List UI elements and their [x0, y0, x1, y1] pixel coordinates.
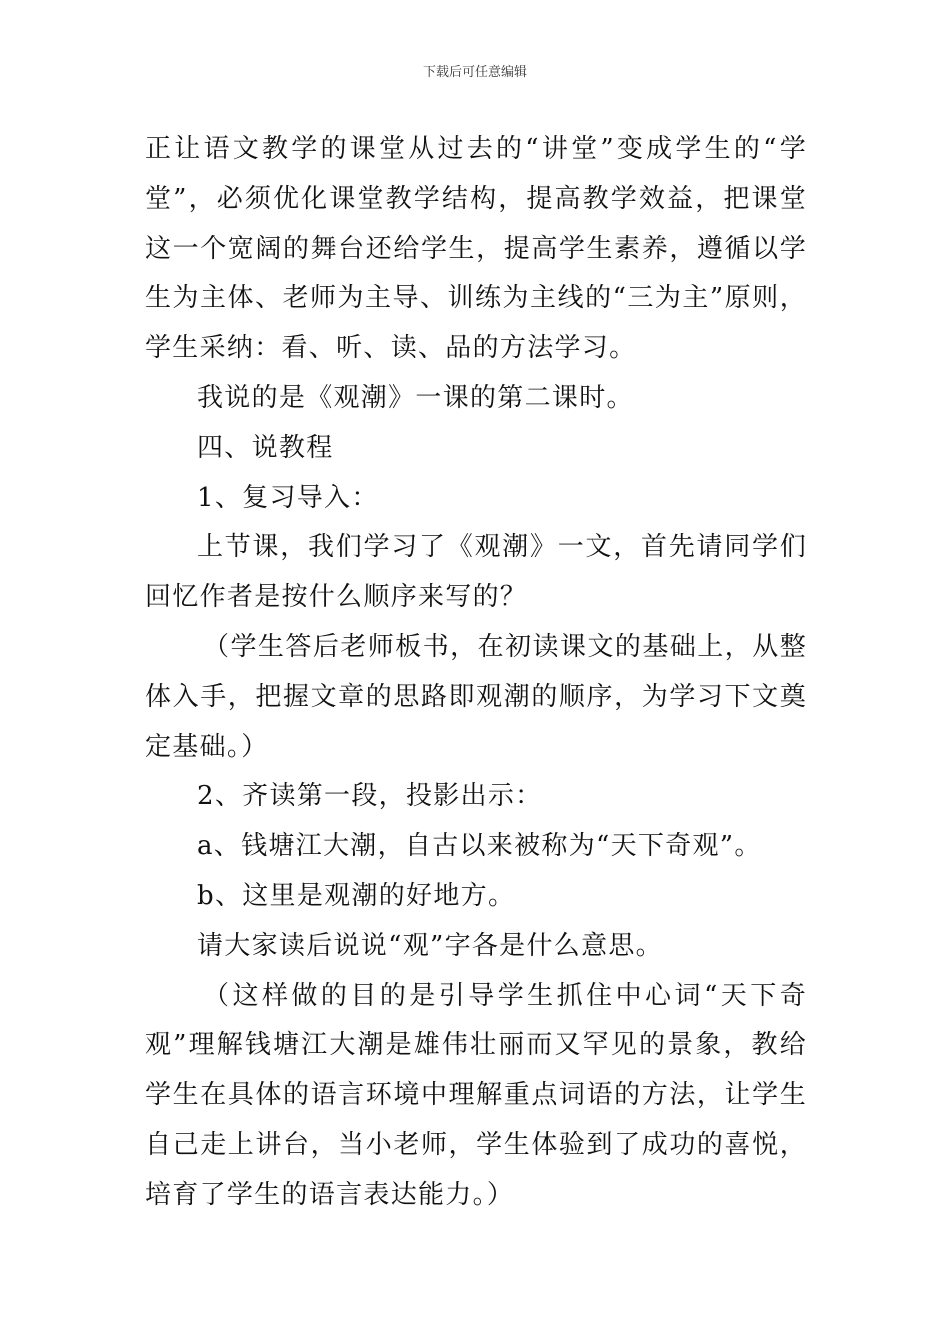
- paragraph-intro: 正让语文教学的课堂从过去的“讲堂”变成学生的“学堂”，必须优化课堂教学结构，提高教学效益，把课堂这一个宽阔的舞台还给学生，提高学生素养，遵循以学生为主体、老师为主导、训练为主线的“三为主”原则，学生采纳：看、听、读、品的方法学习。: [145, 134, 807, 364]
- projection-item-b: b、这里是观潮的好地方。: [197, 880, 516, 911]
- section-heading: 四、说教程: [197, 432, 334, 463]
- projection-item-a: a、钱塘江大潮，自古以来被称为“天下奇观”。: [197, 831, 762, 862]
- paragraph-lesson-note: 我说的是《观潮》一课的第二课时。: [197, 382, 634, 413]
- paragraph-instruction: 请大家读后说说“观”字各是什么意思。: [197, 930, 663, 961]
- paragraph-purpose-note: （这样做的目的是引导学生抓住中心词“天下奇观”理解钱塘江大潮是雄伟壮丽而又罕见的景象，教给学生在具体的语言环境中理解重点词语的方法，让学生自己走上讲台，当小老师，学生体验到了成功的喜悦，培育了学生的语言表达能力。）: [145, 980, 807, 1210]
- paragraph-review-question: 上节课，我们学习了《观潮》一文，首先请同学们回忆作者是按什么顺序来写的？: [145, 532, 807, 613]
- page-header: 下载后可任意编辑: [422, 65, 527, 80]
- subheading-review: 1、复习导入：: [197, 482, 379, 513]
- paragraph-review-note: （学生答后老师板书，在初读课文的基础上，从整体入手，把握文章的思路即观潮的顺序，为学习下文奠定基础。）: [145, 631, 807, 762]
- subheading-reading: 2、齐读第一段，投影出示：: [197, 781, 543, 812]
- document-body: [145, 125, 807, 1221]
